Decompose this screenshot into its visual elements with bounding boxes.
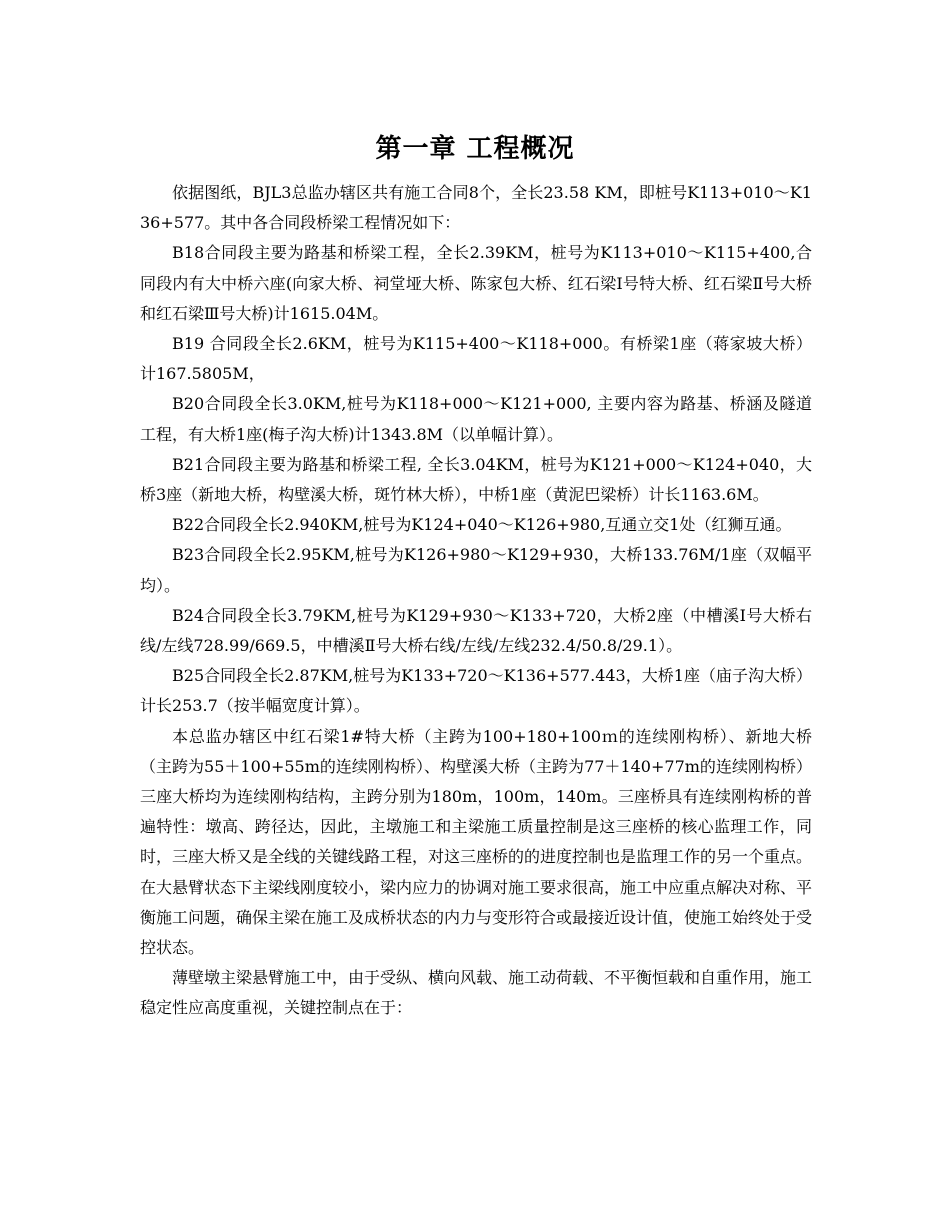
paragraph-b21: B21合同段主要为路基和桥梁工程, 全长3.04KM，桩号为K121+000～K124+040，大桥3座（新地大桥，构壁溪大桥，斑竹林大桥），中桥1座（黄泥巴梁桥）计长1163.6M。: [140, 454, 812, 505]
chapter-title: 第一章 工程概况: [375, 134, 575, 165]
paragraph-intro: 依据图纸，BJL3总监办辖区共有施工合同8个，全长23.58 KM，即桩号K113+010～K136+577。其中各合同段桥梁工程情况如下：: [140, 183, 812, 233]
document-body: [140, 178, 812, 1024]
paragraph-b20: B20合同段全长3.0KM,桩号为K118+000～K121+000, 主要内容为路基、桥涵及隧道工程，有大桥1座(梅子沟大桥)计1343.8M（以单幅计算）。: [140, 394, 812, 444]
paragraph-b23: B23合同段全长2.95KM,桩号为K126+980～K129+930，大桥133.76M/1座（双幅平均）。: [140, 545, 812, 595]
paragraph-b18: B18合同段主要为路基和桥梁工程，全长2.39KM，桩号为K113+010～K115+400,合同段内有大中桥六座(向家大桥、祠堂垭大桥、陈家包大桥、红石梁Ⅰ号特大桥、红石梁Ⅱ号大桥和红石梁Ⅲ号大桥)计1615.04M。: [140, 243, 812, 323]
paragraph-b24: B24合同段全长3.79KM,桩号为K129+930～K133+720，大桥2座（中槽溪Ⅰ号大桥右线/左线728.99/669.5，中槽溪Ⅱ号大桥右线/左线/左线232.4/50.8/29.1）。: [140, 605, 812, 656]
paragraph-key-bridges: 本总监办辖区中红石梁1#特大桥（主跨为100+180+100ｍ的连续刚构桥）、新地大桥（主跨为55＋100+55m的连续刚构桥）、构壁溪大桥（主跨为77＋140+77m的连续刚构桥）三座大桥均为连续刚构结构，主跨分别为180m，100m，140m。三座桥具有连续刚构桥的普遍特性：墩高、跨径达，因此，主墩施工和主梁施工质量控制是这三座桥的核心监理工作，同时，三座大桥又是全线的关键线路工程，对这三座桥的的进度控制也是监理工作的另一个重点。在大悬臂状态下主梁线刚度较小，梁内应力的协调对施工要求很高，施工中应重点解决对称、平衡施工问题，确保主梁在施工及成桥状态的内力与变形符合或最接近设计值，使施工始终处于受控状态。: [140, 726, 813, 958]
paragraph-b22: B22合同段全长2.940KM,桩号为K124+040～K126+980,互通立交1处（红狮互通。: [172, 515, 792, 535]
paragraph-stability: 薄壁墩主梁悬臂施工中，由于受纵、横向风载、施工动荷载、不平衡恒载和自重作用，施工稳定性应高度重视，关键控制点在于：: [140, 968, 813, 1018]
paragraph-b25: B25合同段全长2.87KM,桩号为K133+720～K136+577.443，大桥1座（庙子沟大桥）计长253.7（按半幅宽度计算）。: [140, 666, 812, 716]
paragraph-b19: B19 合同段全长2.6KM，桩号为K115+400～K118+000。有桥梁1座（蒋家坡大桥）计167.5805M，: [140, 334, 812, 384]
